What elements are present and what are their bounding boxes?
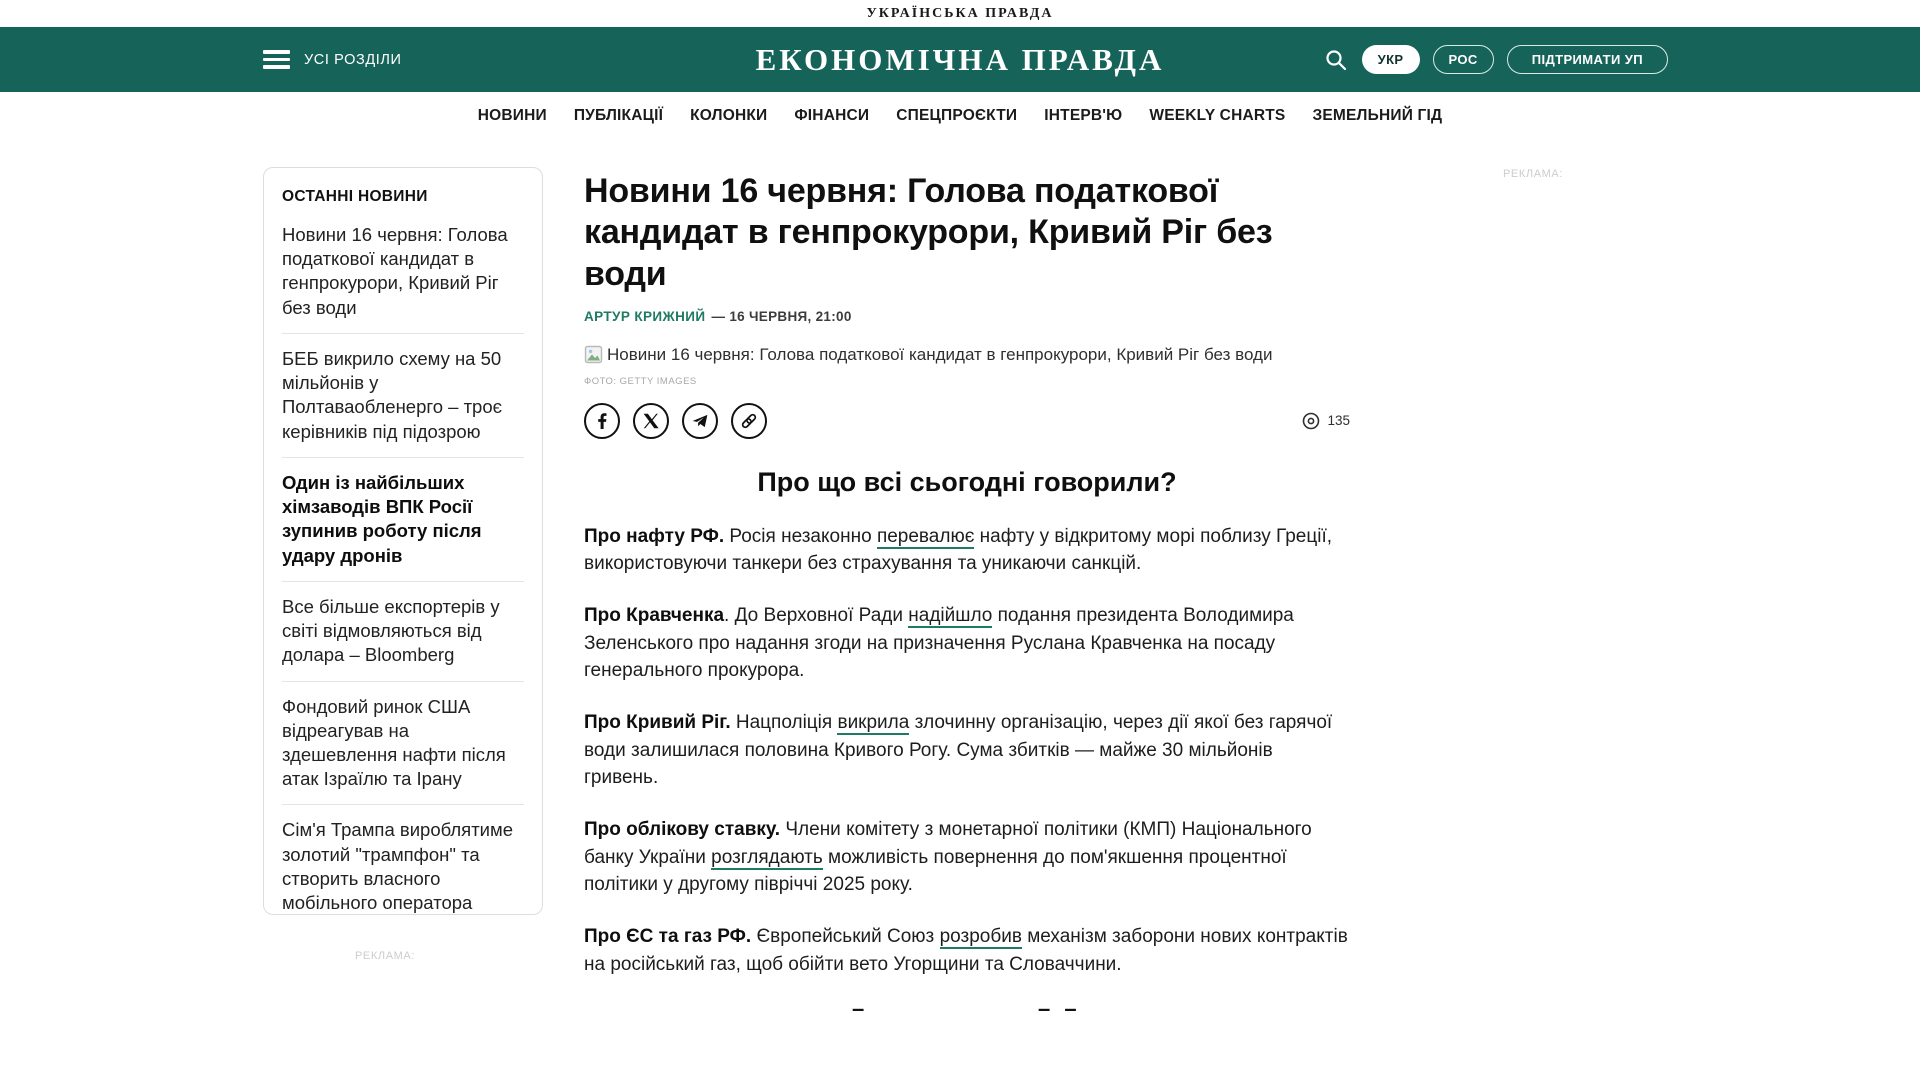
article-paragraph bbox=[584, 923, 1350, 978]
paragraph-lead: Про Кравченка bbox=[584, 605, 725, 627]
search-button[interactable] bbox=[1323, 47, 1349, 73]
ekonomichna-pravda-logo[interactable]: ЕКОНОМІЧНА ПРАВДА bbox=[755, 41, 1165, 77]
menu-label: УСІ РОЗДІЛИ bbox=[304, 51, 402, 68]
link-icon bbox=[739, 411, 759, 431]
header-controls bbox=[1323, 27, 1668, 92]
view-count: 135 bbox=[1327, 413, 1350, 428]
paragraph-text: подання президента Володимира Зеленського про надання згоди на призначення Руслана Кравченка на посаду генерального прокурора. bbox=[584, 605, 1294, 681]
paragraph-lead: Про ЄС та газ РФ. bbox=[584, 926, 752, 948]
nav-item-finansy[interactable]: ФІНАНСИ bbox=[794, 107, 870, 124]
latest-news-title: ОСТАННІ НОВИНИ bbox=[282, 188, 428, 205]
language-ukr-button[interactable]: УКР bbox=[1362, 45, 1420, 74]
site-header bbox=[0, 27, 1920, 92]
paragraph-text: можливість повернення до пом'якшення процентної політики у другому півріччі 2025 року. bbox=[584, 846, 1287, 896]
paragraph-text: . До Верховної Ради bbox=[724, 605, 909, 627]
paragraph-text: нафту у відкритому морі поблизу Греції, використовуючи танкери без страхування та уникаючи санкцій. bbox=[584, 525, 1333, 574]
latest-news-panel bbox=[263, 167, 543, 915]
support-up-button[interactable]: ПІДТРИМАТИ УП bbox=[1507, 45, 1668, 74]
share-x-button[interactable] bbox=[633, 403, 669, 439]
latest-news-item[interactable]: Новини 16 червня: Голова податкової кандидат в генпрокурори, Кривий Ріг без води bbox=[282, 224, 508, 318]
paragraph-text: злочинну організацію, через дії якої без гарячої води залишилася половина Кривого Рогу. Сума збитків — майже 30 мільйонів гривень. bbox=[584, 712, 1333, 789]
share-row bbox=[584, 403, 1350, 439]
section-heading: Про що всі сьогодні говорили? bbox=[757, 466, 1177, 497]
article-image-broken bbox=[584, 344, 1350, 366]
paragraph-lead: Про облікову ставку. bbox=[584, 819, 781, 841]
article-paragraph bbox=[584, 816, 1350, 898]
latest-news-item-active[interactable]: Один із найбільших хімзаводів ВПК Росії зупинив роботу після удару дронів bbox=[282, 457, 524, 581]
paragraph-text: Члени комітету з монетарної політики (КМП) Національного банку України bbox=[584, 819, 1312, 868]
article-paragraph bbox=[584, 602, 1350, 684]
inline-link[interactable]: розробив bbox=[939, 926, 1022, 948]
paragraph-text: Росія незаконно bbox=[724, 525, 877, 547]
latest-news-item[interactable]: Сім'я Трампа вироблятиме золотий "трампфон" та створить власного мобільного оператора bbox=[282, 804, 524, 915]
inline-link[interactable]: перевалює bbox=[876, 525, 975, 547]
nav-item-publikatsii[interactable]: ПУБЛІКАЦІЇ bbox=[573, 107, 664, 124]
copy-link-button[interactable] bbox=[731, 403, 767, 439]
nav-item-kolonky[interactable]: КОЛОНКИ bbox=[690, 107, 768, 124]
share-telegram-button[interactable] bbox=[682, 403, 718, 439]
nav-item-weekly-charts[interactable]: WEEKLY CHARTS bbox=[1149, 107, 1286, 124]
language-ros-button[interactable]: РОС bbox=[1433, 45, 1494, 74]
paragraph-text: Нацполіція bbox=[730, 712, 838, 734]
photo-credit: ФОТО: GETTY IMAGES bbox=[584, 375, 697, 387]
ukrainska-pravda-logo[interactable]: УКРАЇНСЬКА ПРАВДА bbox=[866, 5, 1054, 21]
article-title: Новини 16 червня: Голова податкової кандидат в генпрокурори, Кривий Ріг без води bbox=[584, 172, 1273, 293]
paragraph-text: Європейський Союз bbox=[751, 926, 940, 948]
ad-label-right: РЕКЛАМА: bbox=[1503, 168, 1563, 180]
hamburger-icon bbox=[263, 50, 290, 69]
nav-item-intervyu[interactable]: ІНТЕРВ'Ю bbox=[1044, 107, 1123, 124]
nav-item-spetsproekty[interactable]: СПЕЦПРОЄКТИ bbox=[896, 107, 1018, 124]
x-twitter-icon bbox=[643, 413, 659, 429]
publish-date: — 16 ЧЕРВНЯ, 21:00 bbox=[711, 309, 852, 325]
view-counter bbox=[1301, 411, 1350, 431]
inline-link[interactable]: надійшло bbox=[908, 605, 993, 627]
paragraph-text: механізм заборони нових контрактів на російський газ, щоб обійти вето Угорщини та Словаччини. bbox=[584, 926, 1348, 975]
article-paragraph bbox=[584, 523, 1350, 578]
all-sections-menu-button[interactable] bbox=[263, 27, 402, 92]
search-icon bbox=[1324, 48, 1348, 72]
inline-link[interactable]: розглядають bbox=[711, 846, 823, 868]
embed-placeholder-row bbox=[584, 994, 1350, 1034]
latest-news-item[interactable]: БЕБ викрило схему на 50 мільйонів у Полтаваобленерго – троє керівників під підозрою bbox=[282, 333, 524, 457]
paragraph-lead: Про нафту РФ. bbox=[584, 525, 725, 547]
telegram-icon bbox=[691, 412, 709, 430]
author-link[interactable]: АРТУР КРИЖНИЙ bbox=[584, 309, 706, 325]
nav-item-novyny[interactable]: НОВИНИ bbox=[477, 107, 547, 124]
main-nav bbox=[0, 92, 1920, 140]
embed-dash: – bbox=[852, 996, 865, 1022]
article bbox=[584, 171, 1350, 1034]
ad-label-left: РЕКЛАМА: bbox=[355, 950, 415, 962]
share-facebook-button[interactable] bbox=[584, 403, 620, 439]
inline-link[interactable]: викрила bbox=[837, 712, 910, 734]
top-strip bbox=[0, 0, 1920, 27]
broken-image-icon bbox=[584, 345, 603, 364]
latest-news-item[interactable]: Фондовий ринок США відреагував на здешевлення нафти після атак Ізраїлю та Ірану bbox=[282, 681, 524, 805]
views-eye-icon bbox=[1301, 411, 1321, 431]
byline bbox=[584, 309, 1350, 324]
embed-dash: – – bbox=[1038, 996, 1081, 1022]
image-alt-text: Новини 16 червня: Голова податкової кандидат в генпрокурори, Кривий Ріг без води bbox=[607, 345, 1273, 365]
nav-item-zemelnyi-hid[interactable]: ЗЕМЕЛЬНИЙ ГІД bbox=[1312, 107, 1443, 124]
latest-news-item[interactable]: Все більше експортерів у світі відмовляються від долара – Bloomberg bbox=[282, 581, 524, 681]
article-paragraph bbox=[584, 709, 1350, 791]
facebook-icon bbox=[593, 412, 611, 430]
paragraph-lead: Про Кривий Ріг. bbox=[584, 712, 731, 734]
